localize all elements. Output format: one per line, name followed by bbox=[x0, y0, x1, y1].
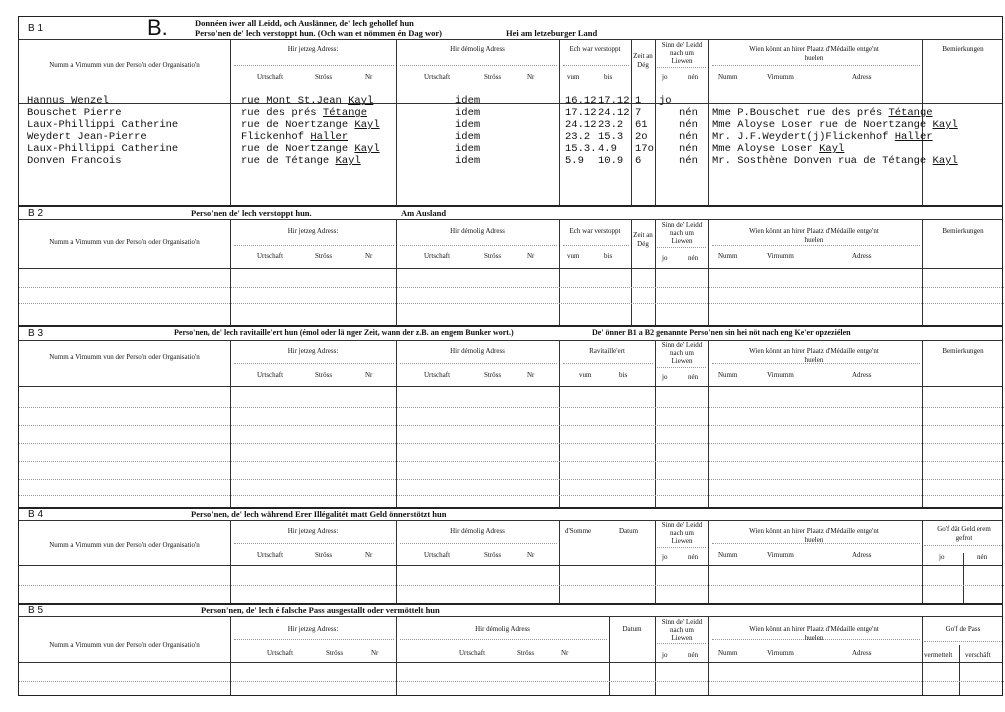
address-text: rue Mont St.Jean bbox=[241, 95, 349, 107]
medal-recipient bbox=[712, 131, 933, 143]
form-title: Donnéen iwer all Leidd, och Auslänner, de' lech gehollef hun bbox=[195, 18, 414, 28]
cell-name: Laux-Phillippi Catherine bbox=[27, 143, 179, 155]
cell-no: nén bbox=[679, 143, 698, 155]
town-name: Tétange bbox=[888, 107, 933, 119]
cell-to: 24.12 bbox=[598, 107, 630, 119]
medal-recipient bbox=[712, 107, 933, 119]
header-date: Datum bbox=[619, 527, 639, 535]
medal-recipient bbox=[712, 155, 958, 167]
sub-place: Urtschaft bbox=[424, 73, 451, 81]
sub-street: Ströss bbox=[326, 649, 344, 657]
section-id: B 3 bbox=[28, 328, 44, 339]
cell-name: Hannus Wenzel bbox=[27, 95, 109, 107]
current-address bbox=[241, 143, 380, 155]
header-date: Datum bbox=[622, 625, 642, 633]
cell-name: Weydert Jean-Pierre bbox=[27, 131, 147, 143]
cell-days: 6 bbox=[635, 155, 642, 167]
sub-firstname: Virnumm bbox=[767, 649, 794, 657]
sub-street: Ströss bbox=[484, 551, 502, 559]
header-money-returned: Go'f dät Geld erem gefrot bbox=[937, 525, 991, 542]
header-medal: Wien könnt an hirer Plaatz d'Médaille entge'nt huelen bbox=[749, 527, 879, 544]
sub-nr: Nr bbox=[561, 649, 569, 657]
form-letter: B. bbox=[147, 15, 168, 40]
sub-address: Adress bbox=[852, 649, 872, 657]
sub-nr: Nr bbox=[365, 551, 373, 559]
address-text: rue de Noertzange bbox=[241, 143, 355, 155]
header-current-address: Hir jetzeg Adress: bbox=[287, 347, 339, 355]
cell-days: 7 bbox=[635, 107, 642, 119]
cell-from: 5.9 bbox=[565, 155, 584, 167]
sub-yes: jo bbox=[662, 254, 668, 262]
section-id: B 2 bbox=[28, 208, 44, 219]
header-current-address: Hir jetzeg Adress: bbox=[287, 527, 339, 535]
sub-firstname: Virnumm bbox=[767, 551, 794, 559]
sub-nr: Nr bbox=[365, 252, 373, 260]
address-text: Mr. J.F.Weydert(j)Flickenhof bbox=[712, 131, 895, 143]
town-name: Kayl bbox=[819, 143, 845, 155]
header-suffered: Sinn de' Leidd nach um Liewen bbox=[661, 521, 703, 545]
header-suffered: Sinn de' Leidd nach um Liewen bbox=[661, 341, 703, 365]
sub-place: Urtschaft bbox=[257, 252, 284, 260]
section-title-location: Hei am letzeburger Land bbox=[506, 28, 598, 38]
header-time: Zeit an Dég bbox=[633, 231, 653, 248]
header-medal: Wien könnt an hirer Plaatz d'Médaille entge'nt huelen bbox=[749, 625, 879, 642]
sub-place: Urtschaft bbox=[459, 649, 486, 657]
sub-street: Ströss bbox=[484, 252, 502, 260]
cell-days: 1 bbox=[635, 95, 642, 107]
cell-days: 2o bbox=[635, 131, 648, 143]
cell-to: 4.9 bbox=[598, 143, 617, 155]
sub-firstname: Virnumm bbox=[767, 252, 794, 260]
sub-no: nén bbox=[688, 373, 699, 381]
sub-from: vum bbox=[567, 73, 580, 81]
sub-no: nén bbox=[688, 553, 699, 561]
cell-former: idem bbox=[455, 143, 481, 155]
cell-former: idem bbox=[455, 107, 481, 119]
sub-street: Ströss bbox=[484, 371, 502, 379]
sub-surname: Numm bbox=[718, 649, 738, 657]
address-text: rue des prés bbox=[241, 107, 323, 119]
current-address bbox=[241, 155, 361, 167]
sub-surname: Numm bbox=[718, 371, 738, 379]
section-id: B 1 bbox=[28, 23, 44, 34]
sub-nr: Nr bbox=[527, 551, 535, 559]
cell-to: 23.2 bbox=[598, 119, 624, 131]
cell-to: 15.3 bbox=[598, 131, 624, 143]
current-address bbox=[241, 119, 380, 131]
cell-name: Bouschet Pierre bbox=[27, 107, 122, 119]
header-remarks: Bemierkungen bbox=[942, 347, 984, 355]
sub-street: Ströss bbox=[517, 649, 535, 657]
cell-from: 24.12 bbox=[565, 119, 597, 131]
sub-yes: jo bbox=[939, 553, 945, 561]
section-title: Perso'nen de' lech verstoppt hun. bbox=[191, 208, 312, 218]
cell-former: idem bbox=[455, 119, 481, 131]
header-hidden: Ech war verstoppt bbox=[569, 227, 621, 235]
sub-nr: Nr bbox=[527, 252, 535, 260]
sub-street: Ströss bbox=[484, 73, 502, 81]
sub-nr: Nr bbox=[365, 73, 373, 81]
town-name: Haller bbox=[894, 131, 933, 143]
sub-no: nén bbox=[688, 254, 699, 262]
header-sum: d'Somme bbox=[565, 527, 592, 535]
sub-no: nén bbox=[688, 73, 699, 81]
section-b5 bbox=[18, 604, 1003, 696]
cell-former: idem bbox=[455, 95, 481, 107]
cell-from: 15.3. bbox=[565, 143, 597, 155]
sub-from: vum bbox=[567, 252, 580, 260]
town-name: Tétange bbox=[322, 107, 368, 119]
header-former-address: Hir démolig Adress bbox=[450, 45, 505, 53]
sub-street: Ströss bbox=[315, 551, 333, 559]
header-time: Zeit an Dég bbox=[633, 52, 653, 69]
sub-surname: Numm bbox=[718, 252, 738, 260]
sub-yes: jo bbox=[662, 73, 668, 81]
cell-no: nén bbox=[679, 119, 698, 131]
header-medal: Wien könnt an hirer Plaatz d'Médaille entge'nt huelen bbox=[749, 45, 879, 62]
current-address bbox=[241, 131, 348, 143]
cell-no: nén bbox=[679, 155, 698, 167]
current-address bbox=[241, 107, 367, 119]
header-name: Numm a Vimumm vun der Perso'n oder Organisatio'n bbox=[49, 541, 200, 549]
sub-to: bis bbox=[604, 73, 613, 81]
cell-name: Donven Francois bbox=[27, 155, 122, 167]
cell-name: Laux-Phillippi Catherine bbox=[27, 119, 179, 131]
sub-from: vum bbox=[579, 371, 592, 379]
header-suffered: Sinn de' Leidd nach um Liewen bbox=[661, 221, 703, 245]
cell-to: 17.12 bbox=[598, 95, 630, 107]
sub-nr: Nr bbox=[365, 371, 373, 379]
header-current-address: Hir jetzeg Adress: bbox=[287, 625, 339, 633]
sub-street: Ströss bbox=[315, 371, 333, 379]
town-name: Haller bbox=[310, 131, 349, 143]
cell-from: 17.12 bbox=[565, 107, 597, 119]
sub-place: Urtschaft bbox=[424, 371, 451, 379]
sub-nr: Nr bbox=[527, 73, 535, 81]
town-name: Kayl bbox=[354, 143, 380, 155]
sub-place: Urtschaft bbox=[257, 73, 284, 81]
section-note: De' önner B1 a B2 genannte Perso'nen sin hei nöt nach eng Ke'er opzeziélen bbox=[592, 328, 851, 337]
cell-former: idem bbox=[455, 155, 481, 167]
sub-place: Urtschaft bbox=[257, 551, 284, 559]
section-title-location: Am Ausland bbox=[401, 208, 447, 218]
sub-place: Urtschaft bbox=[267, 649, 294, 657]
section-id: B 5 bbox=[28, 605, 44, 616]
sub-yes: jo bbox=[662, 553, 668, 561]
sub-nr: Nr bbox=[527, 371, 535, 379]
sub-address: Adress bbox=[852, 73, 872, 81]
cell-from: 23.2 bbox=[565, 131, 591, 143]
cell-days: 61 bbox=[635, 119, 648, 131]
sub-address: Adress bbox=[852, 371, 872, 379]
sub-yes: jo bbox=[662, 651, 668, 659]
sub-yes: jo bbox=[662, 373, 668, 381]
cell-from: 16.12 bbox=[565, 95, 597, 107]
header-name: Numm a Vimumm vun der Perso'n oder Organisatio'n bbox=[49, 353, 200, 361]
header-name: Numm a Vimumm vun der Perso'n oder Organisatio'n bbox=[49, 238, 200, 246]
section-title: Perso'nen de' lech verstoppt hun. (Och wan et nömmen én Dag wor) bbox=[195, 28, 442, 38]
town-name: Kayl bbox=[348, 95, 374, 107]
header-former-address: Hir démolig Adress bbox=[450, 227, 505, 235]
sub-to: bis bbox=[604, 252, 613, 260]
address-text: Mme P.Bouschet rue des prés bbox=[712, 107, 889, 119]
address-text: Flickenhof bbox=[241, 131, 311, 143]
sub-firstname: Virnumm bbox=[767, 73, 794, 81]
sub-no: nén bbox=[977, 553, 988, 561]
header-medal: Wien könnt an hirer Plaatz d'Médaille entge'nt huelen bbox=[749, 227, 879, 244]
header-medal: Wien könnt an hirer Plaatz d'Médaille entge'nt huelen bbox=[749, 347, 879, 364]
sub-address: Adress bbox=[852, 551, 872, 559]
header-remarks: Bemierkungen bbox=[942, 45, 984, 53]
sub-address: Adress bbox=[852, 252, 872, 260]
header-suffered: Sinn de' Leidd nach um Liewen bbox=[661, 618, 703, 642]
address-text: Mme Aloyse Loser rue de Noertzange bbox=[712, 119, 933, 131]
header-name: Numm a Vimumm vun der Perso'n oder Organisatio'n bbox=[49, 641, 200, 649]
sub-firstname: Virnumm bbox=[767, 371, 794, 379]
address-text: rue de Tétange bbox=[241, 155, 336, 167]
section-title: Perso'nen, de' lech ravitaille'ert hun (émol oder lä nger Zeit, wann der z.B. an engem Bunker wort.) bbox=[174, 328, 514, 337]
sub-street: Ströss bbox=[315, 252, 333, 260]
town-name: Kayl bbox=[932, 119, 958, 131]
header-pass: Go'f de Pass bbox=[945, 625, 981, 633]
header-remarks: Bemierkungen bbox=[942, 227, 984, 235]
header-current-address: Hir jetzeg Adress: bbox=[287, 45, 339, 53]
cell-days: 17o bbox=[635, 143, 654, 155]
header-name: Numm a Vimumm vun der Perso'n oder Organisatio'n bbox=[49, 61, 200, 69]
section-b1 bbox=[18, 16, 1003, 206]
address-text: Mme Aloyse Loser bbox=[712, 143, 820, 155]
sub-place: Urtschaft bbox=[257, 371, 284, 379]
header-former-address: Hir démolig Adress bbox=[450, 347, 505, 355]
header-current-address: Hir jetzeg Adress: bbox=[287, 227, 339, 235]
current-address bbox=[241, 95, 373, 107]
cell-to: 10.9 bbox=[598, 155, 624, 167]
cell-no: nén bbox=[679, 131, 698, 143]
section-b4 bbox=[18, 508, 1003, 604]
section-b2 bbox=[18, 206, 1003, 326]
section-title: Perso'nen, de' lech während Erer Illégalitét matt Geld önnerstötzt hun bbox=[191, 509, 447, 519]
cell-yes: jo bbox=[659, 95, 672, 107]
town-name: Kayl bbox=[932, 155, 958, 167]
section-b3 bbox=[18, 326, 1003, 508]
header-hidden: Ech war verstoppt bbox=[569, 45, 621, 53]
sub-to: bis bbox=[619, 371, 628, 379]
medal-recipient bbox=[712, 119, 958, 131]
header-former-address: Hir démolig Adress bbox=[475, 625, 530, 633]
town-name: Kayl bbox=[335, 155, 361, 167]
cell-no: nén bbox=[679, 107, 698, 119]
section-title: Person'nen, de' lech é falsche Pass ausgestallt oder vermöttelt hun bbox=[201, 605, 440, 615]
sub-place: Urtschaft bbox=[424, 252, 451, 260]
cell-former: idem bbox=[455, 131, 481, 143]
medal-recipient bbox=[712, 143, 844, 155]
sub-surname: Numm bbox=[718, 73, 738, 81]
sub-mediated: vermettelt bbox=[924, 651, 953, 659]
sub-nr: Nr bbox=[371, 649, 379, 657]
header-former-address: Hir démolig Adress bbox=[450, 527, 505, 535]
address-text: rue de Noertzange bbox=[241, 119, 355, 131]
sub-issued: verschäft bbox=[965, 651, 991, 659]
sub-street: Ströss bbox=[315, 73, 333, 81]
sub-place: Urtschaft bbox=[424, 551, 451, 559]
header-suffered: Sinn de' Leidd nach um Liewen bbox=[661, 41, 703, 65]
section-id: B 4 bbox=[28, 509, 44, 520]
header-supplied: Ravitaille'ert bbox=[589, 347, 625, 355]
town-name: Kayl bbox=[354, 119, 380, 131]
address-text: Mr. Sosthène Donven rua de Tétange bbox=[712, 155, 933, 167]
sub-surname: Numm bbox=[718, 551, 738, 559]
sub-no: nén bbox=[688, 651, 699, 659]
